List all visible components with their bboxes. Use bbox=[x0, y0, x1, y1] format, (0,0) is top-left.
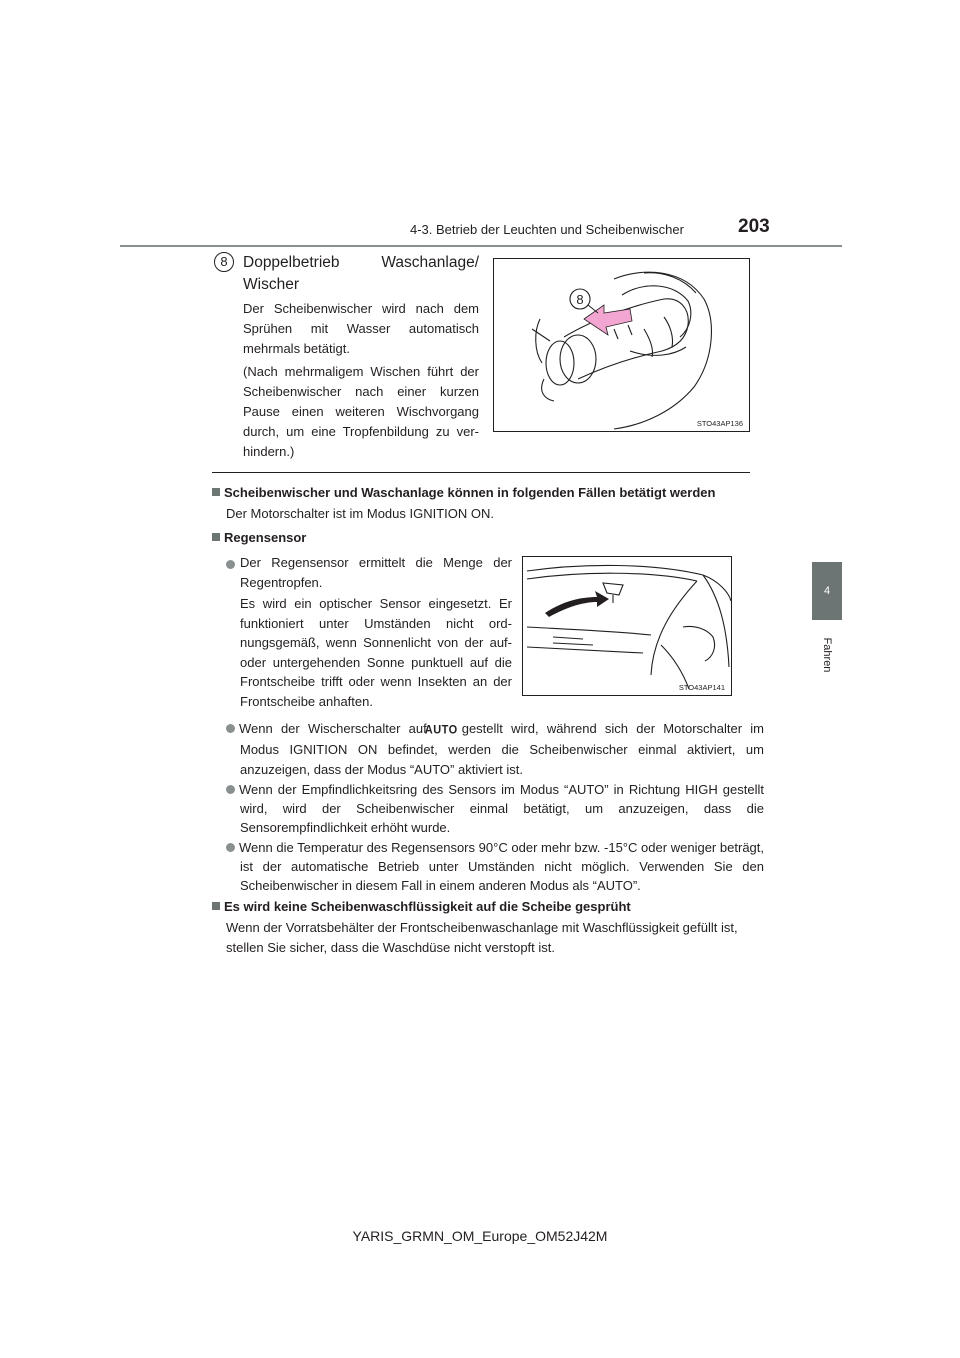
section-divider bbox=[212, 472, 750, 473]
washer-fluid-heading bbox=[212, 898, 631, 916]
operation-heading bbox=[212, 484, 715, 502]
sensitivity-bullet-text: Wenn der Empfindlichkeitsring des Sensors im Modus “AUTO” in Richtung HIGH gestellt wird, wird der Scheibenwischer einmal betätigt, um anzuzeigen, dass die Sensorempfindlichkeit erhöht wurde. bbox=[239, 782, 764, 835]
sensitivity-bullet bbox=[226, 780, 764, 837]
rain-bullet-1: Der Regensensor ermittelt die Menge der Regentropfen. bbox=[240, 555, 512, 590]
operation-text: Der Motorschalter ist im Modus IGNITION ON. bbox=[226, 506, 494, 521]
rain-bullet-1-detail: Es wird ein optischer Sensor eingesetzt. Er funktioniert unter Umständen nicht ordnungsgemäß, wenn Sonnenlicht von der auf- oder untergehenden Sonne punktuell auf die Frontscheibe trifft oder wenn Insekten an der Frontscheibe anhaften. bbox=[240, 596, 512, 709]
washer-fluid-text: Wenn der Vorratsbehälter der Frontscheibenwaschanlage mit Waschflüssigkeit gefüllt ist, stellen Sie sicher, dass die Waschdüse nicht verstopft ist. bbox=[226, 920, 738, 955]
section-title: 4-3. Betrieb der Leuchten und Scheibenwischer bbox=[410, 222, 684, 237]
document-id: YARIS_GRMN_OM_Europe_OM52J42M bbox=[352, 1228, 608, 1244]
auto-mode-symbol: AUTO bbox=[424, 723, 458, 737]
direction-arrow-icon bbox=[584, 305, 632, 335]
round-bullet-icon bbox=[226, 785, 235, 794]
item-description: Der Scheibenwischer wird nach dem Sprühen mit Wasser automatisch mehrmals betätigt. bbox=[243, 301, 479, 356]
callout-number: 8 bbox=[576, 292, 584, 307]
rain-sensor-illustration bbox=[522, 556, 732, 696]
square-bullet-icon bbox=[212, 902, 220, 910]
item-title-line1: Doppelbetrieb Waschanlage/ bbox=[243, 254, 479, 271]
square-bullet-icon bbox=[212, 533, 220, 541]
operation-heading-text: Scheibenwischer und Waschanlage können in folgenden Fällen betätigt werden bbox=[224, 485, 716, 500]
rain-sensor-heading-text: Regensensor bbox=[224, 530, 307, 545]
chapter-tab: 4 bbox=[812, 562, 842, 620]
chapter-label bbox=[812, 620, 842, 690]
image-code: STO43AP136 bbox=[696, 419, 743, 428]
item-note: (Nach mehrmaligem Wischen führt der Scheibenwischer nach einer kurzen Pause einen weiteren Wischvorgang durch, um eine Tropfenbildung zu verhindern.) bbox=[243, 364, 479, 459]
item-title-line2: Wischer bbox=[243, 276, 299, 293]
auto-bullet-text-pre: Wenn der Wischerschalter auf bbox=[239, 721, 427, 736]
auto-mode-bullet bbox=[226, 719, 764, 780]
sensor-pointer-arrow-icon bbox=[545, 591, 609, 617]
auto-bullet-text-post: gestellt wird, während sich der Motorschalter im Modus IGNITION ON befindet, werden die Scheibenwischer einmal aktiviert, um anzuzeigen, dass der Modus “AUTO” aktiviert ist. bbox=[240, 721, 764, 777]
chapter-label-text: Fahren bbox=[821, 637, 833, 673]
wiper-lever-drawing bbox=[494, 259, 749, 431]
round-bullet-icon bbox=[226, 843, 235, 852]
square-bullet-icon bbox=[212, 488, 220, 496]
temperature-bullet-text: Wenn die Temperatur des Regensensors 90°C oder mehr bzw. -15°C oder weniger beträgt, ist der automatische Betrieb unter Umständen nicht möglich. Verwenden Sie den Scheibenwischer in diesem Fall in einem anderen Modus als “AUTO”. bbox=[239, 840, 764, 893]
wiper-lever-illustration bbox=[493, 258, 750, 432]
image-code: STO43AP141 bbox=[678, 683, 725, 692]
windshield-drawing bbox=[523, 557, 731, 695]
page-number: 203 bbox=[738, 216, 770, 237]
round-bullet-icon bbox=[226, 724, 235, 733]
item-number-badge: 8 bbox=[214, 252, 234, 272]
rain-sensor-heading bbox=[212, 529, 306, 547]
header-rule bbox=[120, 245, 842, 247]
temperature-bullet bbox=[226, 838, 764, 895]
round-bullet-icon bbox=[226, 560, 235, 569]
washer-fluid-heading-text: Es wird keine Scheibenwaschflüssigkeit auf die Scheibe gesprüht bbox=[224, 899, 631, 914]
